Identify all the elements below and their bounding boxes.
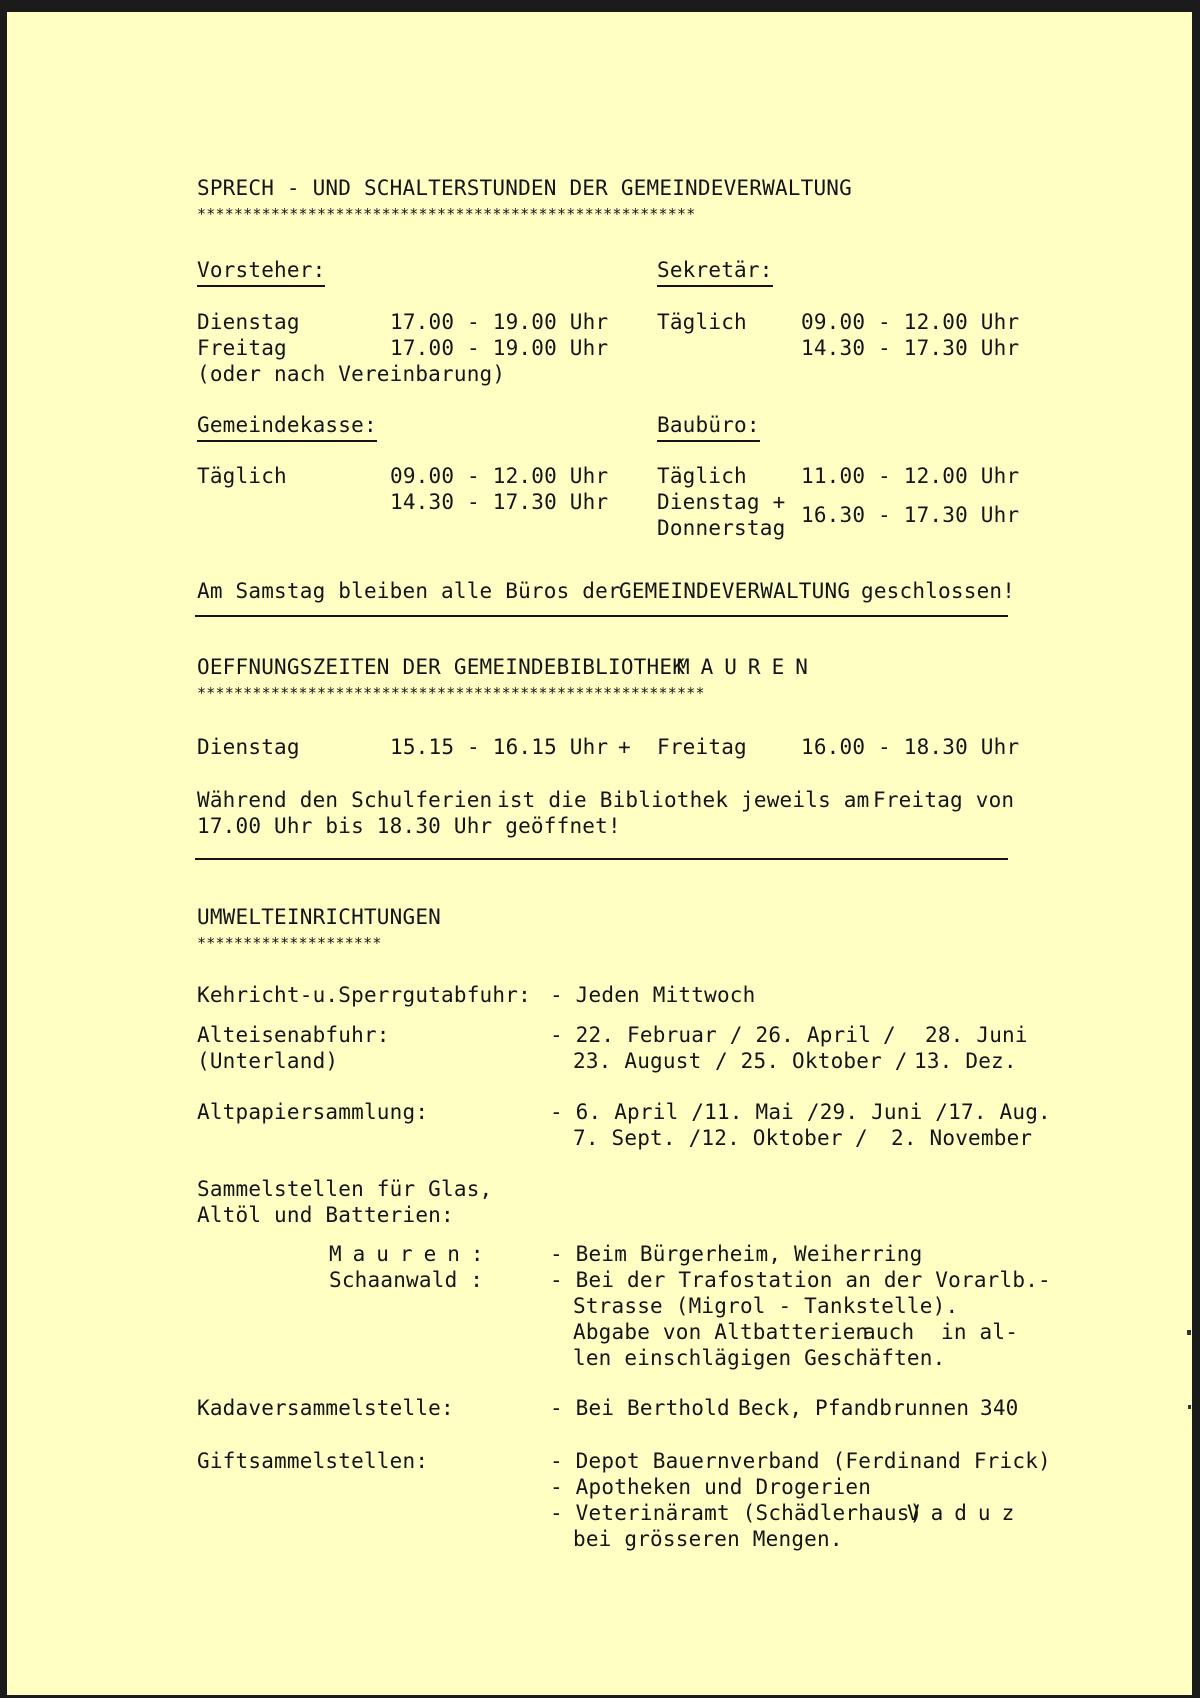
saturday-notice-org: GEMEINDEVERWALTUNG [619, 579, 851, 603]
baubuero-time: 11.00 - 12.00 Uhr [801, 464, 1020, 488]
heading-sekretaer: Sekretär: [657, 257, 773, 287]
sekretaer-day: Täglich [657, 310, 747, 334]
sammelstelle-value: - Beim Bürgerheim, Weiherring [550, 1242, 923, 1266]
sammelstelle-place: Mauren: [329, 1242, 495, 1266]
library-holiday-note: ist die Bibliothek jeweils am [497, 788, 870, 812]
library-holiday-note: Freitag von [873, 788, 1015, 812]
alteisen-dates: / [883, 1023, 896, 1047]
sammelstelle-place: Schaanwald : [329, 1268, 484, 1292]
library-time: 15.15 - 16.15 Uhr [390, 735, 609, 759]
baubuero-day: Donnerstag [657, 516, 786, 540]
sammelstelle-value: auch [863, 1320, 915, 1344]
section-title-library: OEFFNUNGSZEITEN DER GEMEINDEBIBLIOTHEK [197, 655, 686, 679]
alteisen-label: Alteisenabfuhr: [197, 1023, 390, 1047]
altpapier-dates: - 6. April /11. Mai /29. Juni /17. Aug. [550, 1100, 1051, 1124]
vorsteher-note: (oder nach Vereinbarung) [197, 362, 506, 386]
sekretaer-time: 09.00 - 12.00 Uhr [801, 310, 1020, 334]
gift-value: bei grösseren Mengen. [573, 1527, 843, 1551]
sammelstelle-value: in al- [941, 1320, 1019, 1344]
alteisen-dates: 13. Dez. [914, 1049, 1017, 1073]
kadaver-label: Kadaversammelstelle: [197, 1396, 454, 1420]
library-day: Freitag [657, 735, 747, 759]
library-holiday-note: 17.00 Uhr bis 18.30 Uhr geöffnet! [197, 814, 621, 838]
sammelstellen-label: Altöl und Batterien: [197, 1203, 454, 1227]
library-holiday-note: Während den Schulferien [197, 788, 493, 812]
gift-value: - Veterinäramt (Schädlerhaus) [550, 1501, 923, 1525]
alteisen-dates: 28. Juni [925, 1023, 1028, 1047]
kadaver-value: Beck, Pfandbrunnen [738, 1396, 970, 1420]
kadaver-value: - Bei Berthold [550, 1396, 730, 1420]
title-asterisk-rule: ******************************************************* [197, 684, 705, 702]
baubuero-time: 16.30 - 17.30 Uhr [801, 503, 1020, 527]
divider [195, 615, 1008, 617]
kehricht-value: - Jeden Mittwoch [550, 983, 756, 1007]
alteisen-label: (Unterland) [197, 1049, 339, 1073]
title-asterisk-rule: ****************************************************** [197, 205, 696, 223]
heading-vorsteher: Vorsteher: [197, 257, 325, 287]
vorsteher-time: 17.00 - 19.00 Uhr [390, 336, 609, 360]
document-page [7, 12, 1192, 1695]
vorsteher-day: Dienstag [197, 310, 300, 334]
gift-label: Giftsammelstellen: [197, 1449, 429, 1473]
alteisen-dates: - 22. Februar / 26. April [550, 1023, 872, 1047]
sammelstelle-value: Abgabe von Altbatterien [573, 1320, 869, 1344]
altpapier-dates: 7. Sept. /12. Oktober [573, 1126, 843, 1150]
altpapier-dates: / [855, 1126, 868, 1150]
kehricht-label: Kehricht-u.Sperrgutabfuhr: [197, 983, 531, 1007]
kasse-time: 09.00 - 12.00 Uhr [390, 464, 609, 488]
sekretaer-time: 14.30 - 17.30 Uhr [801, 336, 1020, 360]
vorsteher-day: Freitag [197, 336, 287, 360]
altpapier-dates: 2. November [891, 1126, 1033, 1150]
library-day: Dienstag [197, 735, 300, 759]
sammelstellen-label: Sammelstellen für Glas, [197, 1177, 493, 1201]
saturday-notice-end: geschlossen! [861, 579, 1016, 603]
gift-value: - Apotheken und Drogerien [550, 1475, 872, 1499]
scan-mark [1187, 1330, 1191, 1335]
divider [195, 858, 1008, 860]
title-asterisk-rule: ******************** [197, 934, 382, 952]
altpapier-label: Altpapiersammlung: [197, 1100, 429, 1124]
gift-value: - Depot Bauernverband (Ferdinand Frick) [550, 1449, 1051, 1473]
library-place: MAUREN [677, 655, 819, 679]
kasse-day: Täglich [197, 464, 287, 488]
section-title-office-hours: SPRECH - UND SCHALTERSTUNDEN DER GEMEINDEVERWALTUNG [197, 176, 852, 200]
library-time: 16.00 - 18.30 Uhr [801, 735, 1020, 759]
sammelstelle-value: - Bei der Trafostation an der Vorarlb.- [550, 1268, 1051, 1292]
saturday-notice: Am Samstag bleiben alle Büros der [197, 579, 621, 603]
sammelstelle-value: Strasse (Migrol - Tankstelle). [573, 1294, 959, 1318]
library-plus: + [618, 735, 631, 759]
baubuero-day: Dienstag + [657, 490, 786, 514]
kadaver-value: 340 [980, 1396, 1019, 1420]
heading-baubuero: Baubüro: [657, 412, 760, 442]
alteisen-dates: 23. August [573, 1049, 702, 1073]
alteisen-dates: / 25. Oktober / [715, 1049, 908, 1073]
gift-value-place: Vaduz [907, 1501, 1026, 1525]
vorsteher-time: 17.00 - 19.00 Uhr [390, 310, 609, 334]
sammelstelle-value: len einschlägigen Geschäften. [573, 1346, 946, 1370]
scan-mark [1188, 1405, 1191, 1409]
heading-gemeindekasse: Gemeindekasse: [197, 412, 377, 442]
kasse-time: 14.30 - 17.30 Uhr [390, 490, 609, 514]
section-title-environment: UMWELTEINRICHTUNGEN [197, 905, 442, 929]
baubuero-day: Täglich [657, 464, 747, 488]
